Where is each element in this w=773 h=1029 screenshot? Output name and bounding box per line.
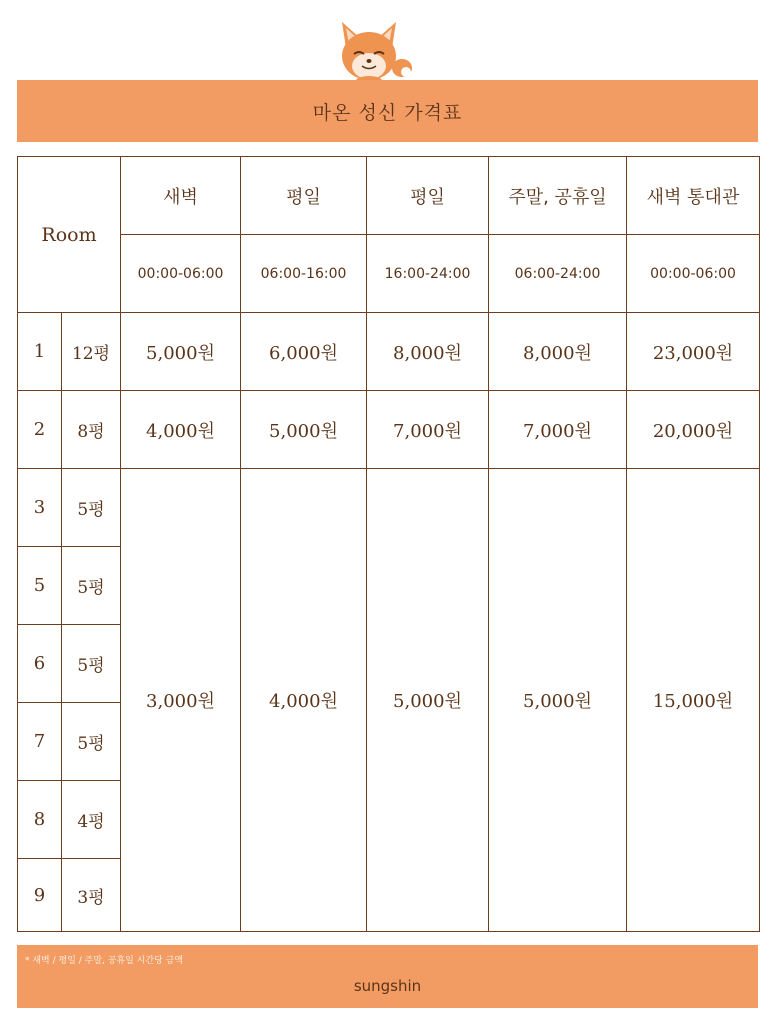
group-price-cell: 15,000원 [627,469,760,932]
price-cell: 4,000원 [121,391,241,469]
brand-logo: sungshin [353,977,422,995]
footer-note: * 새벽 / 평일 / 주말, 공휴일 시간당 금액 [25,956,184,966]
room-size: 4평 [62,781,121,859]
group-price-cell: 5,000원 [489,469,627,932]
column-header-weekday-night: 평일 [367,157,489,235]
price-cell: 5,000원 [241,391,367,469]
room-number: 5 [18,547,62,625]
column-time-dawn-full: 00:00-06:00 [627,235,760,313]
column-time-weekday-night: 16:00-24:00 [367,235,489,313]
price-cell: 7,000원 [367,391,489,469]
group-price-cell: 3,000원 [121,469,241,932]
title-bar [17,80,758,142]
room-number: 7 [18,703,62,781]
column-header-weekend: 주말, 공휴일 [489,157,627,235]
table-row [18,313,760,391]
price-cell: 20,000원 [627,391,760,469]
column-header-weekday-day: 평일 [241,157,367,235]
price-cell: 5,000원 [121,313,241,391]
table-row [18,391,760,469]
price-cell: 8,000원 [489,313,627,391]
table-row [18,469,760,547]
fox-mascot-icon [334,18,416,88]
group-price-cell: 5,000원 [367,469,489,932]
room-number: 1 [18,313,62,391]
room-size: 8평 [62,391,121,469]
group-price-cell: 4,000원 [241,469,367,932]
room-number: 2 [18,391,62,469]
room-number: 6 [18,625,62,703]
room-header: Room [18,157,121,313]
column-header-dawn: 새벽 [121,157,241,235]
price-cell: 7,000원 [489,391,627,469]
column-time-weekday-day: 06:00-16:00 [241,235,367,313]
room-size: 5평 [62,469,121,547]
price-cell: 8,000원 [367,313,489,391]
room-number: 8 [18,781,62,859]
room-size: 3평 [62,859,121,932]
footer-bar [17,945,758,1008]
price-cell: 6,000원 [241,313,367,391]
price-table [17,156,760,932]
room-size: 5평 [62,547,121,625]
column-header-dawn-full: 새벽 통대관 [627,157,760,235]
room-size: 5평 [62,703,121,781]
price-cell: 23,000원 [627,313,760,391]
column-time-dawn: 00:00-06:00 [121,235,241,313]
room-number: 9 [18,859,62,932]
room-number: 3 [18,469,62,547]
page-title: 마온 성신 가격표 [312,101,463,124]
room-size: 12평 [62,313,121,391]
room-size: 5평 [62,625,121,703]
column-time-weekend: 06:00-24:00 [489,235,627,313]
